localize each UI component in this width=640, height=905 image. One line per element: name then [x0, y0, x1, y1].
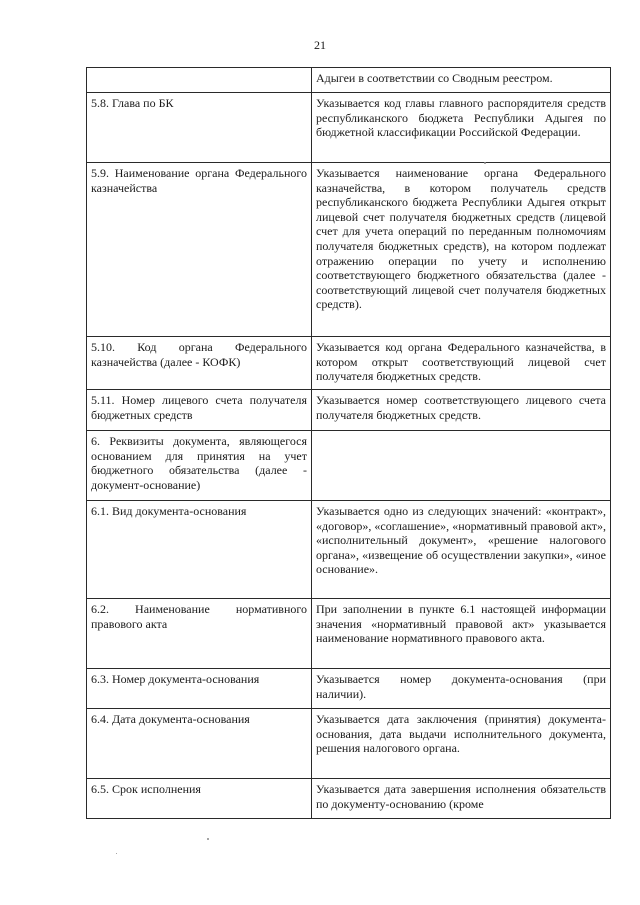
table-row [87, 599, 611, 669]
row-description: Указывается номер соответствующего лицевого счета получателя бюджетных средств. [312, 390, 611, 431]
row-label: 6.5. Срок исполнения [87, 779, 312, 819]
scan-artifact [116, 853, 117, 854]
table-row [87, 390, 611, 431]
table-row [87, 501, 611, 599]
row-label: 6.2. Наименование нормативного правового акта [87, 599, 312, 669]
table-row [87, 431, 611, 501]
table-row [87, 779, 611, 819]
table-row [87, 93, 611, 163]
table-row [87, 337, 611, 390]
table-row [87, 669, 611, 709]
row-description: Указывается номер документа-основания (при наличии). [312, 669, 611, 709]
row-description: Указывается дата заключения (принятия) документа-основания, дата выдачи исполнительного документа, решения налогового органа. [312, 709, 611, 779]
scan-artifact [484, 162, 486, 164]
row-description: Адыгеи в соответствии со Сводным реестром. [312, 68, 611, 93]
row-label: 6.3. Номер документа-основания [87, 669, 312, 709]
requisites-table [86, 67, 611, 819]
scan-artifact [207, 838, 209, 840]
row-label: 6. Реквизиты документа, являющегося основанием для принятия на учет бюджетного обязательства (далее - документ-основание) [87, 431, 312, 501]
row-description: Указывается наименование органа Федерального казначейства, в котором получатель средств республиканского бюджета Республики Адыгея открыт лицевой счет получателя бюджетных средств (лицевой счет для учета операций по переданным полномочиям получателя бюджетных средств), на котором подлежат отражению операции по учету и исполнению соответствующего бюджетного обязательства (далее - соответствующий лицевой счет получателя бюджетных средств). [312, 163, 611, 337]
row-label: 5.8. Глава по БК [87, 93, 312, 163]
row-description: Указывается одно из следующих значений: «контракт», «договор», «соглашение», «нормативный правовой акт», «исполнительный документ», «решение налогового органа», «извещение об осуществлении закупки», «иное основание». [312, 501, 611, 599]
table-row [87, 163, 611, 337]
row-description: Указывается дата завершения исполнения обязательств по документу-основанию (кроме [312, 779, 611, 819]
row-label: 5.9. Наименование органа Федерального казначейства [87, 163, 312, 337]
table-row [87, 709, 611, 779]
row-label: 5.10. Код органа Федерального казначейства (далее - КОФК) [87, 337, 312, 390]
row-description: Указывается код органа Федерального казначейства, в котором открыт соответствующий лицевой счет получателя бюджетных средств. [312, 337, 611, 390]
row-label [87, 68, 312, 93]
row-label: 6.4. Дата документа-основания [87, 709, 312, 779]
table-row [87, 68, 611, 93]
page-number: 21 [314, 38, 326, 52]
row-label: 6.1. Вид документа-основания [87, 501, 312, 599]
row-description: Указывается код главы главного распорядителя средств республиканского бюджета Республики Адыгея по бюджетной классификации Российской Федерации. [312, 93, 611, 163]
row-label: 5.11. Номер лицевого счета получателя бюджетных средств [87, 390, 312, 431]
row-description: При заполнении в пункте 6.1 настоящей информации значения «нормативный правовой акт» указывается наименование нормативного правового акта. [312, 599, 611, 669]
row-description [312, 431, 611, 501]
